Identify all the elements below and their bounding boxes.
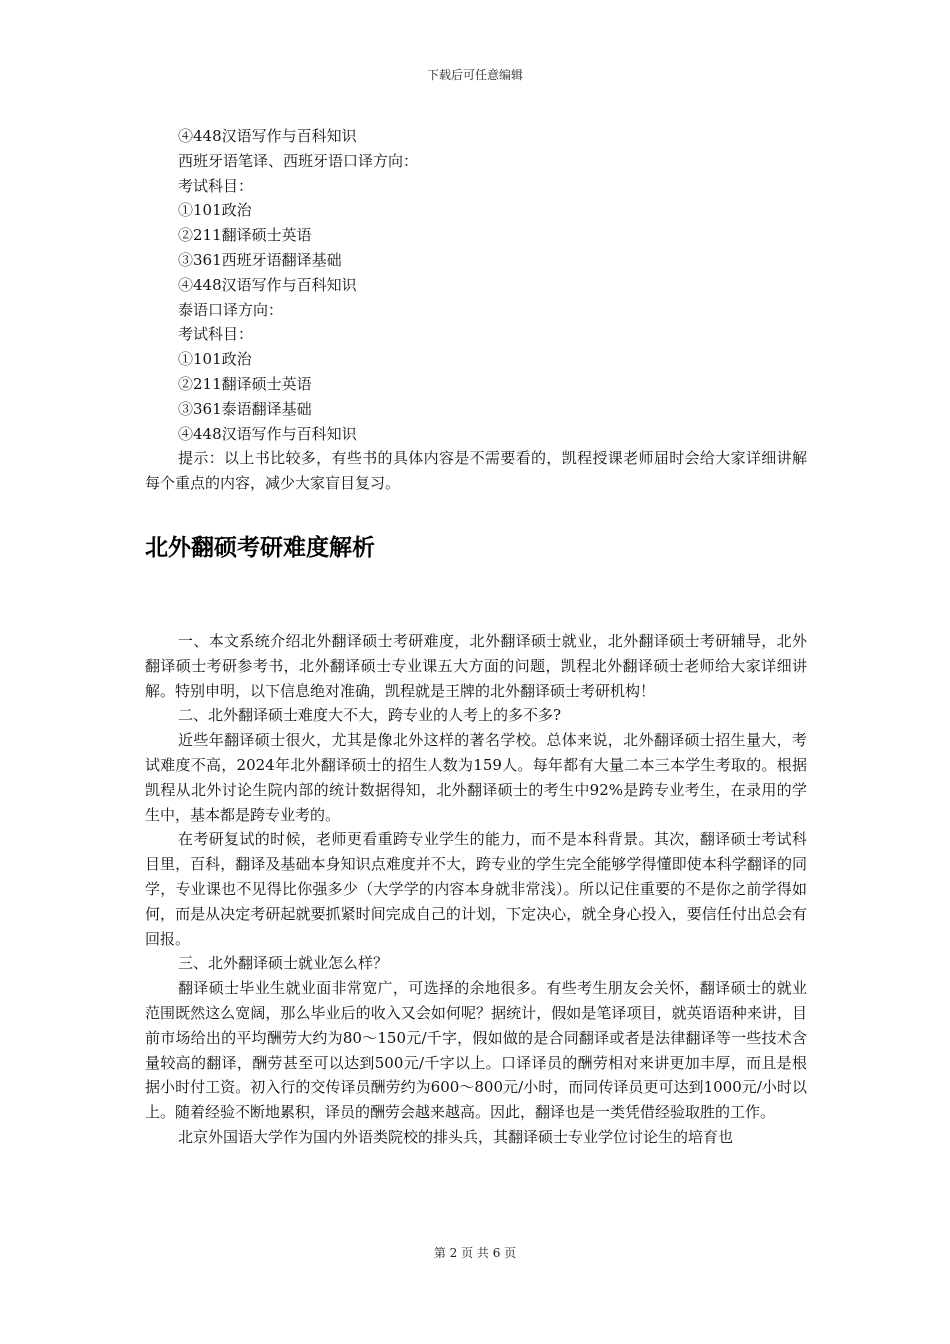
list-item: 考试科目： [178, 325, 254, 344]
page-header: 下载后可任意编辑 [426, 68, 523, 82]
paragraph-enrollment: 近些年翻译硕士很火，尤其是像北外这样的著名学校。总体来说，北外翻译硕士招生量大，考试难度不高，2024年北外翻译硕士的招生人数为159人。每年都有大量二本三本学生考取的。根据凯程从北外讨论生院内部的统计数据得知，北外翻译硕士的考生中92%是跨专业考生，在录用的学生中，基本都是跨专业考的。 [145, 731, 807, 824]
list-item: ②211翻译硕士英语 [178, 374, 312, 393]
tip-paragraph: 提示：以上书比较多，有些书的具体内容是不需要看的，凯程授课老师届时会给大家详细讲解每个重点的内容，减少大家盲目复习。 [145, 449, 807, 493]
list-item: ④448汉语写作与百科知识 [178, 127, 357, 145]
list-item: ④448汉语写作与百科知识 [178, 424, 357, 443]
paragraph-intro: 一、本文系统介绍北外翻译硕士考研难度，北外翻译硕士就业，北外翻译硕士考研辅导，北外翻译硕士考研参考书，北外翻译硕士专业课五大方面的问题，凯程北外翻译硕士老师给大家详细讲解。特别申明，以下信息绝对准确，凯程就是王牌的北外翻译硕士考研机构！ [145, 632, 807, 700]
list-item: ①101政治 [178, 201, 252, 220]
article-body [145, 629, 807, 1150]
list-item: ④448汉语写作与百科知识 [178, 275, 357, 294]
paragraph-retest: 在考研复试的时候，老师更看重跨专业学生的能力，而不是本科背景。其次，翻译硕士考试科目里，百科，翻译及基础本身知识点难度并不大，跨专业的学生完全能够学得懂即使本科学翻译的同学，专业课也不见得比你强多少（大学学的内容本身就非常浅）。所以记住重要的不是你之前学得如何，而是从决定考研起就要抓紧时间完成自己的计划，下定决心，就全身心投入，要信任付出总会有回报。 [145, 830, 807, 948]
list-item: 西班牙语笔译、西班牙语口译方向： [178, 151, 419, 170]
list-item: ②211翻译硕士英语 [178, 226, 312, 245]
paragraph-employment: 翻译硕士毕业生就业面非常宽广，可选择的余地很多。有些考生朋友会关怀，翻译硕士的就业范围既然这么宽阔，那么毕业后的收入又会如何呢？据统计，假如是笔译项目，就英语语种来讲，目前市场给出的平均酬劳大约为80～150元/千字，假如做的是合同翻译或者是法律翻译等一些技术含量较高的翻译，酬劳甚至可以达到500元/千字以上。口译译员的酬劳相对来讲更加丰厚，而且是根据小时付工资。初入行的交传译员酬劳约为600～800元/小时，而同传译员更可达到1000元/小时以上。随着经验不断地累积，译员的酬劳会越来越高。因此，翻译也是一类凭借经验取胜的工作。 [145, 979, 807, 1122]
list-item: ③361泰语翻译基础 [178, 399, 312, 418]
list-item: ①101政治 [178, 350, 252, 369]
section-heading: 北外翻硕考研难度解析 [145, 535, 375, 561]
list-item: ③361西班牙语翻译基础 [178, 250, 342, 269]
page-footer: 第 2 页 共 6 页 [433, 1246, 517, 1260]
paragraph-question-difficulty: 二、北外翻译硕士难度大不大，跨专业的人考上的多不多? [178, 706, 562, 725]
list-item: 考试科目： [178, 176, 254, 195]
list-item: 泰语口译方向： [178, 300, 284, 319]
paragraph-bfsu: 北京外国语大学作为国内外语类院校的排头兵，其翻译硕士专业学位讨论生的培育也 [178, 1127, 734, 1146]
exam-subjects-list [145, 124, 807, 496]
paragraph-question-employment: 三、北外翻译硕士就业怎么样？ [178, 954, 389, 973]
